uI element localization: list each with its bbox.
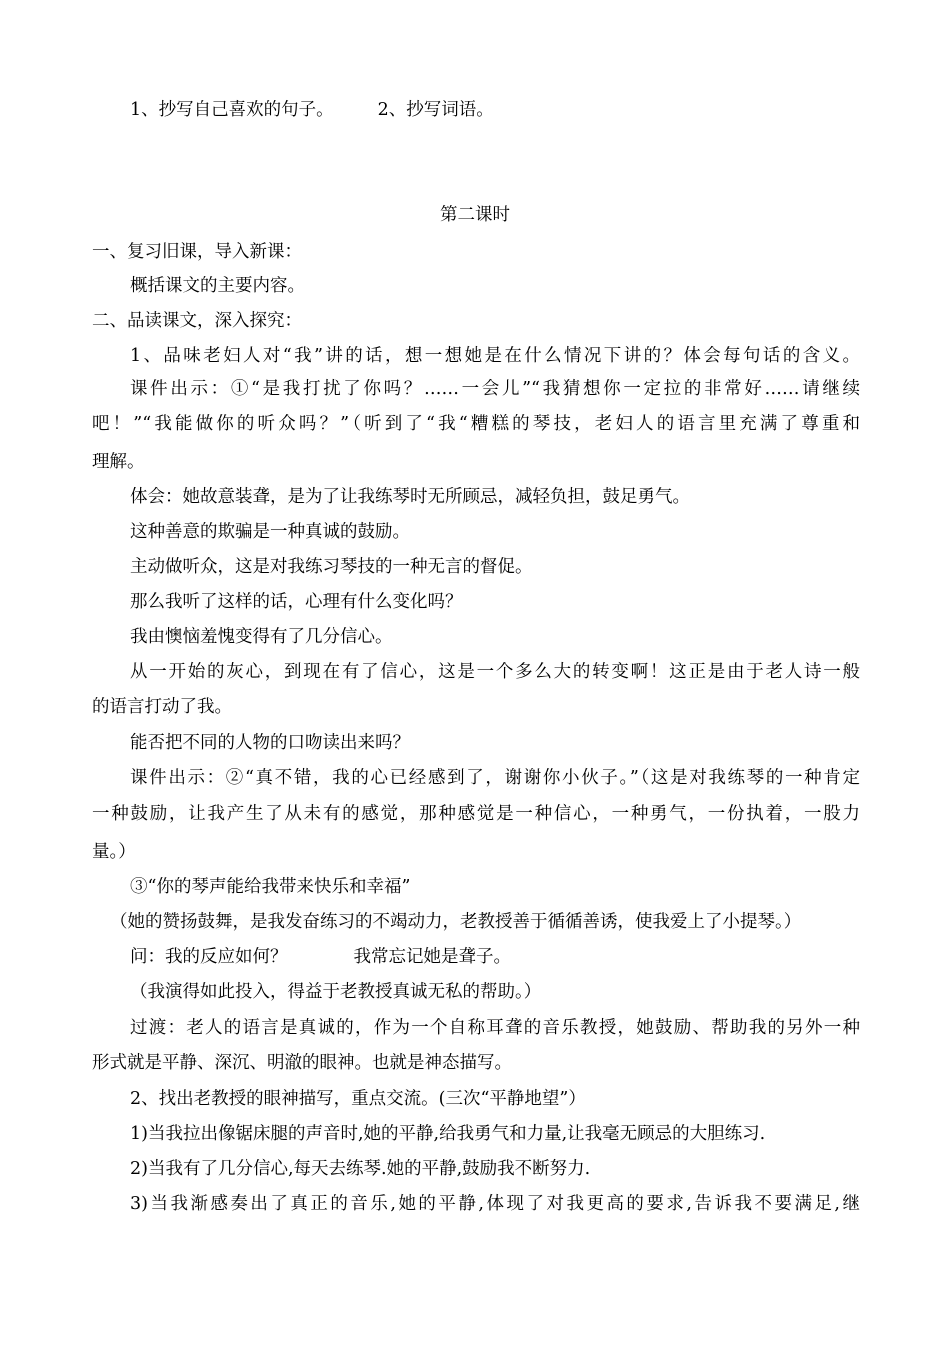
ppt1-line1: 课件出示：①“是我打扰了你吗？……一会儿”“我猜想你一定拉的非常好……请继续 bbox=[130, 379, 860, 399]
ppt3-text: ③“你的琴声能给我带来快乐和幸福” bbox=[130, 877, 411, 897]
change-line1: 从一开始的灰心，到现在有了信心，这是一个多么大的转变啊！这正是由于老人诗一般 bbox=[130, 662, 860, 682]
change-line2: 的语言打动了我。 bbox=[92, 697, 232, 717]
look3-text: 3)当我渐感奏出了真正的音乐,她的平静,体现了对我更高的要求,告诉我不要满足,继 bbox=[130, 1194, 860, 1214]
transition-line1: 过渡：老人的语言是真诚的，作为一个自称耳聋的音乐教授，她鼓励、帮助我的另外一种 bbox=[130, 1018, 860, 1038]
question1-text: 那么我听了这样的话，心理有什么变化吗？ bbox=[130, 592, 463, 612]
ppt2-line2: 一种鼓励，让我产生了从未有的感觉，那种感觉是一种信心，一种勇气，一份执着，一股力 bbox=[92, 804, 860, 824]
ask-line bbox=[130, 945, 511, 969]
look2-text: 2)当我有了几分信心,每天去练琴.她的平静,鼓励我不断努力. bbox=[130, 1159, 591, 1179]
part2-heading: 二、品读课文，深入探究： bbox=[92, 311, 302, 331]
section-title: 第二课时 bbox=[440, 205, 510, 225]
feel-text: 体会：她故意装聋，是为了让我练琴时无所顾忌，减轻负担，鼓足勇气。 bbox=[130, 487, 690, 507]
ppt2-line1: 课件出示：②“真不错，我的心已经感到了，谢谢你小伙子。”（这是对我练琴的一种肯定 bbox=[130, 768, 860, 788]
kind-lie-text: 这种善意的欺骗是一种真诚的鼓励。 bbox=[130, 522, 410, 542]
task-copy-words: 2、抄写词语。 bbox=[377, 100, 494, 120]
answer1-text: 我由懊恼羞愧变得有了几分信心。 bbox=[130, 627, 393, 647]
look1-text: 1)当我拉出像锯床腿的声音时,她的平静,给我勇气和力量,让我毫无顾忌的大胆练习. bbox=[130, 1124, 766, 1144]
audience-text: 主动做听众，这是对我练习琴技的一种无言的督促。 bbox=[130, 557, 533, 577]
top-tasks-line bbox=[130, 98, 494, 122]
ppt1-line2: 吧！”“我能做你的听众吗？”（听到了“我“糟糕的琴技，老妇人的语言里充满了尊重和 bbox=[92, 414, 860, 434]
transition-line2: 形式就是平静、深沉、明澈的眼神。也就是神态描写。 bbox=[92, 1053, 512, 1073]
ppt2-line3: 量。） bbox=[92, 842, 136, 862]
part1-heading: 一、复习旧课，导入新课： bbox=[92, 242, 302, 262]
ask-question: 问：我的反应如何？ bbox=[130, 947, 288, 967]
ppt1-line3: 理解。 bbox=[92, 452, 145, 472]
devotion-text: （我演得如此投入，得益于老教授真诚无私的帮助。） bbox=[130, 982, 542, 1002]
step1-text: 1、品味老妇人对“我”讲的话，想一想她是在什么情况下讲的？体会每句话的含义。 bbox=[130, 346, 860, 366]
read-roles-text: 能否把不同的人物的口吻读出来吗？ bbox=[130, 733, 410, 753]
part1-body: 概括课文的主要内容。 bbox=[130, 276, 305, 296]
task-copy-sentences: 1、抄写自己喜欢的句子。 bbox=[130, 100, 334, 120]
ask-answer: 我常忘记她是聋子。 bbox=[353, 947, 511, 967]
step2-text: 2、找出老教授的眼神描写，重点交流。(三次“平静地望”） bbox=[130, 1089, 586, 1109]
ppt3-note: （她的赞扬鼓舞，是我发奋练习的不竭动力，老教授善于循循善诱，使我爱上了小提琴。） bbox=[110, 912, 802, 932]
